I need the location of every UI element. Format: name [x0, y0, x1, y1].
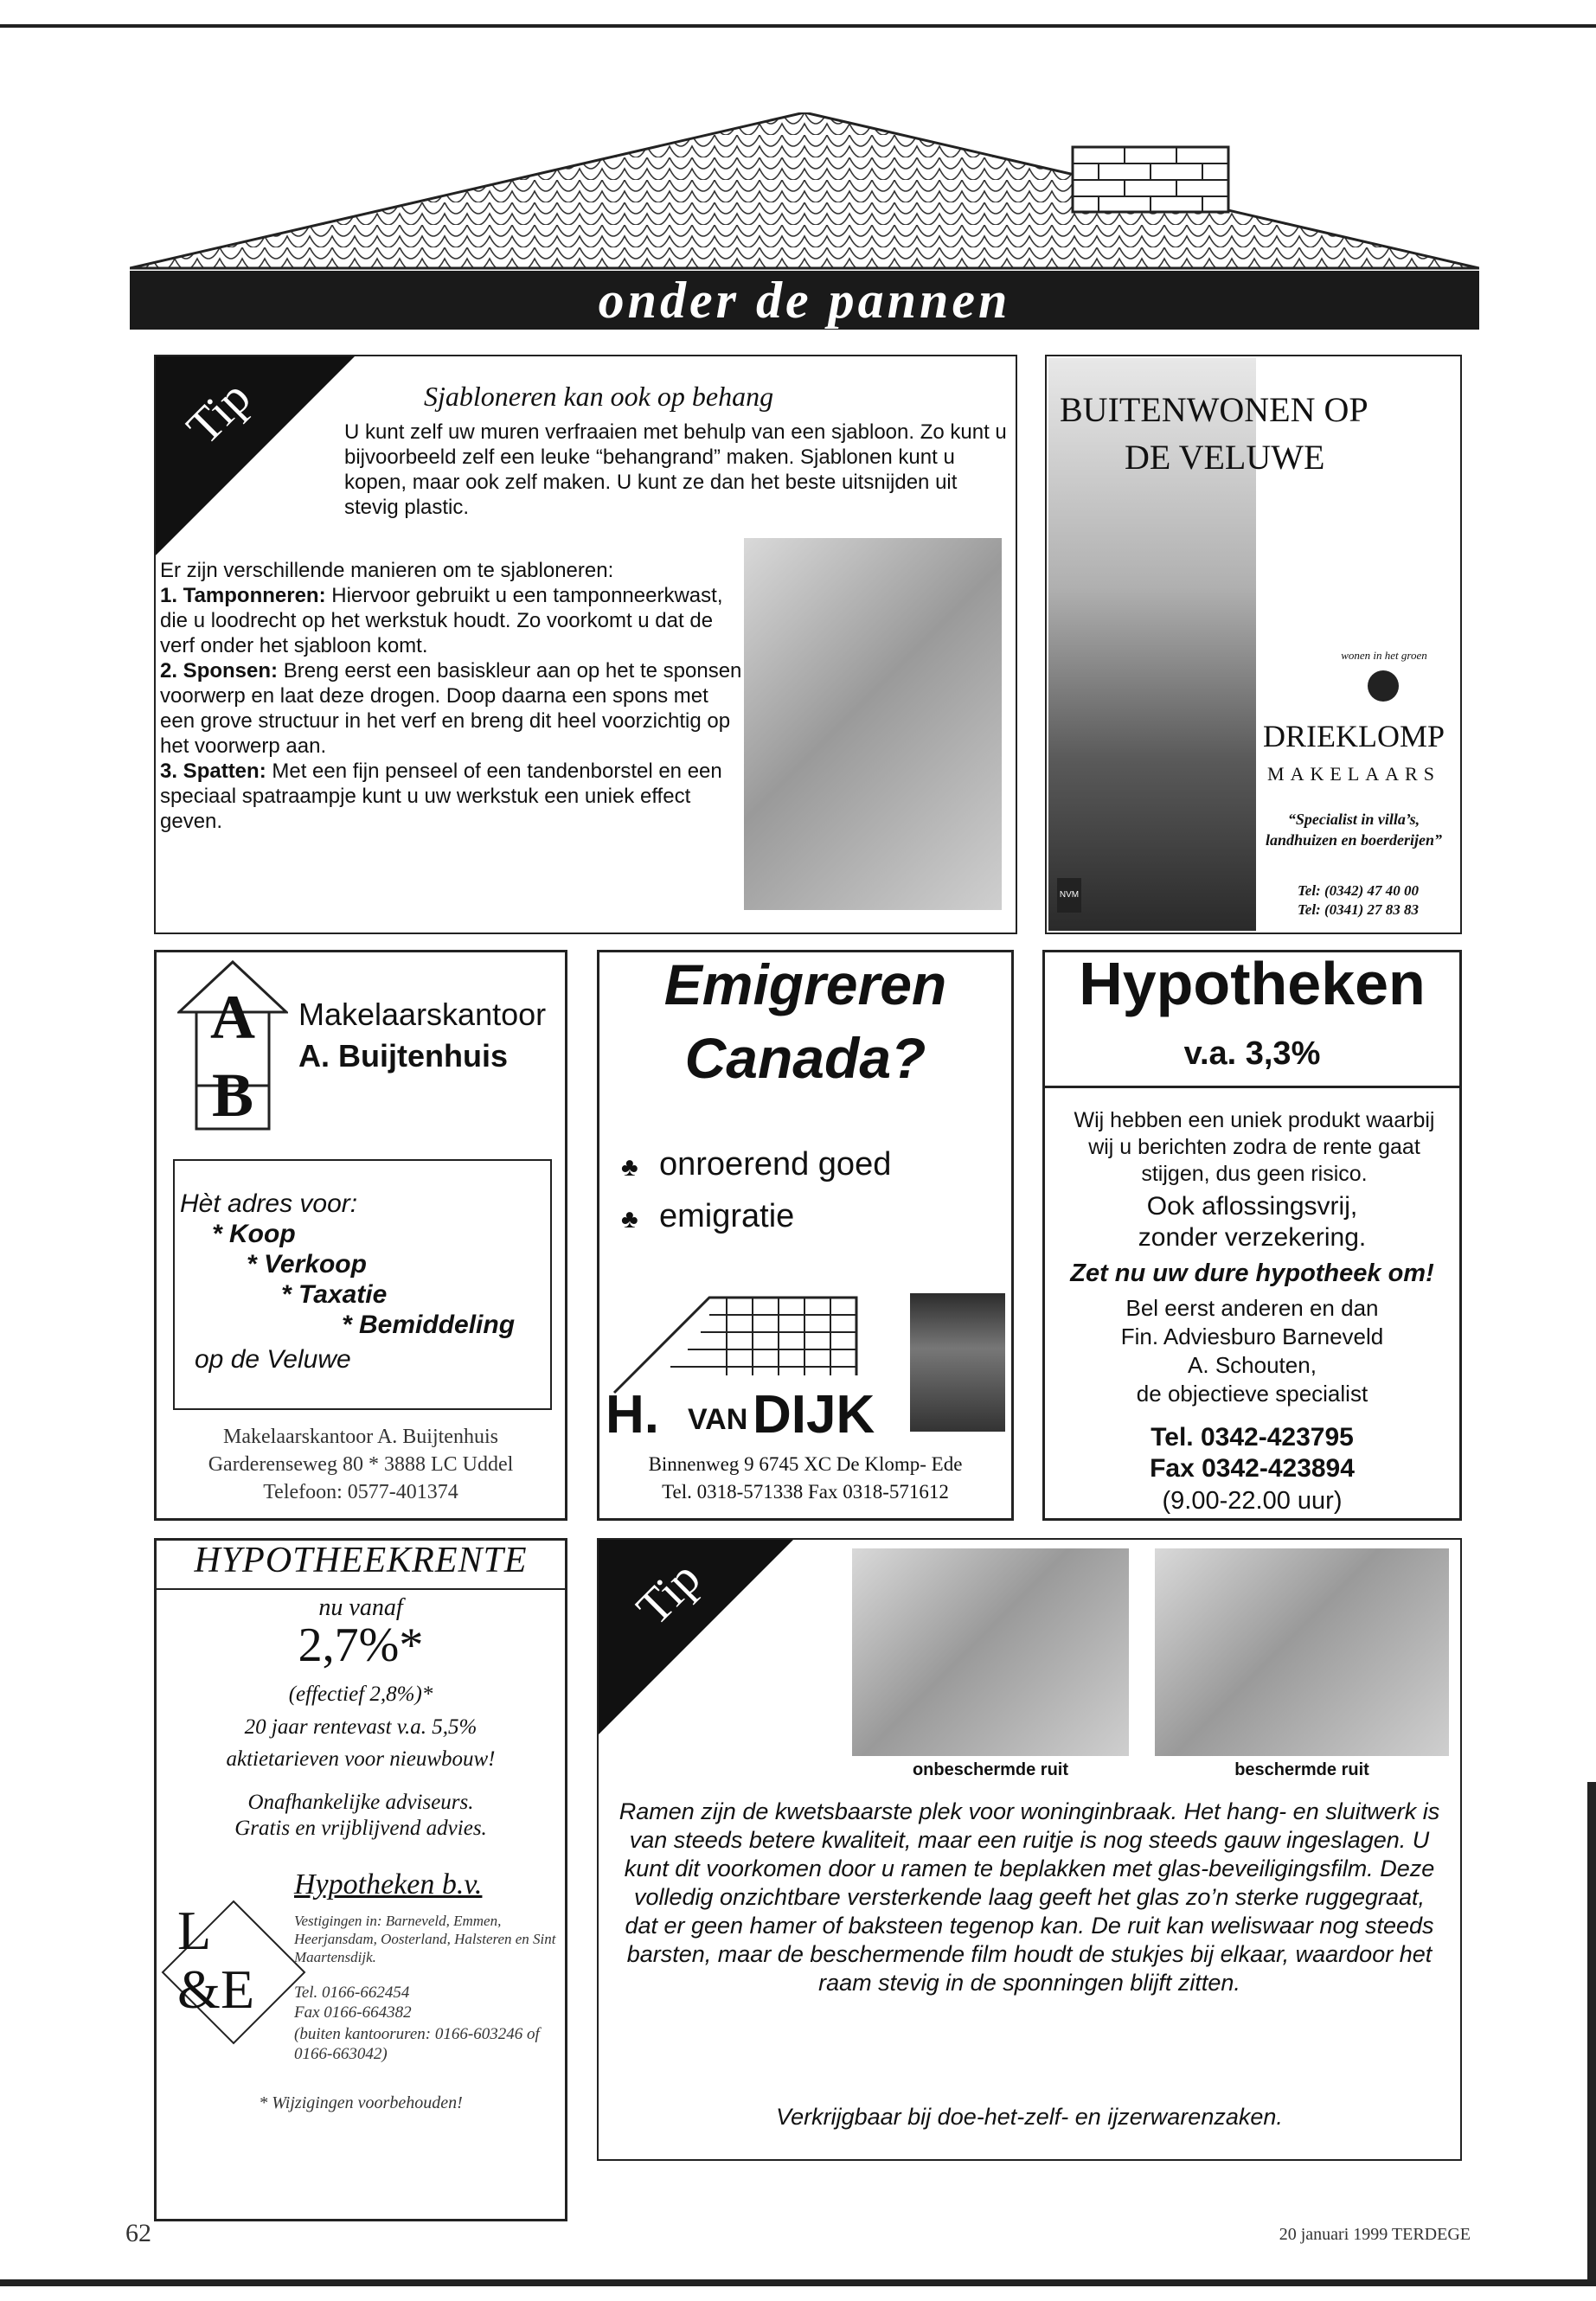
buijtenhuis-logo-b: B [211, 1061, 254, 1130]
tip-glass-availability: Verkrijgbaar bij doe-het-zelf- en ijzerwarenzaken. [776, 2104, 1283, 2130]
canada-title-1: Emigreren [663, 952, 947, 1016]
hypotheken-call-1: Bel eerst anderen en dan [1125, 1295, 1379, 1321]
issue-label: 20 januari 1999 TERDEGE [1279, 2225, 1471, 2244]
hypotheken-rate: v.a. 3,3% [1183, 1035, 1321, 1072]
rente-fixed: 20 jaar rentevast v.a. 5,5% [244, 1715, 478, 1739]
hypotheken-divider [1044, 1086, 1460, 1088]
tip-glass-body: Ramen zijn de kwetsbaarste plek voor woninginbraak. Het hang- en sluitwerk is van steeds betere kwaliteit, maar een ruitje is nog steeds gauw ingeslagen. U kunt dit voorkomen door u ramen te beplakken met glas-beveiligingsfilm. Deze volledig onzichtbare versterkende laag geeft het glas zo’n sterke ruggegraat, dat er geen hamer of baksteen tegenop kan. De ruit kan weliswaar nog steeds barsten, maar de beschermende film houdt de stukjes bij elkaar, waardoor het raam stevig in de sponningen blijft zitten. [619, 1798, 1440, 1996]
buijtenhuis-footer-2: Garderenseweg 80 * 3888 LC Uddel [208, 1453, 514, 1476]
page-number: 62 [125, 2219, 151, 2247]
drieklomp-sub: MAKELAARS [1267, 763, 1440, 785]
hypotheken-line-2: zonder verzekering. [1138, 1223, 1367, 1252]
drieklomp-leaf-icon [1368, 670, 1399, 702]
drieklomp-tel2: Tel: (0341) 27 83 83 [1297, 901, 1420, 918]
le-disclaimer: * Wijzigingen voorbehouden! [259, 2093, 463, 2112]
le-fax: Fax 0166-664382 [294, 2003, 412, 2022]
drieklomp-tel1: Tel: (0342) 47 40 00 [1297, 882, 1420, 899]
protected-glass-photo [1155, 1548, 1449, 1756]
drieklomp-slogan: “Specialist in villa’s, landhuizen en boerderijen” [1265, 811, 1443, 849]
rente-advisors-2: Gratis en vrijblijvend advies. [234, 1817, 487, 1840]
roof-grid-icon [606, 1293, 865, 1397]
canada-address-2: Tel. 0318-571338 Fax 0318-571612 [662, 1481, 949, 1503]
le-tel: Tel. 0166-662454 [294, 1984, 410, 2002]
canada-address-1: Binnenweg 9 6745 XC De Klomp- Ede [648, 1453, 963, 1475]
maple-leaf-icon: ♣ [621, 1153, 638, 1182]
buijtenhuis-logo-a: A [210, 983, 255, 1052]
buijtenhuis-name-1: Makelaarskantoor [298, 997, 547, 1032]
rente-title: HYPOTHEEKRENTE [194, 1541, 528, 1580]
hypotheken-line-1: Ook aflossingsvrij, [1146, 1192, 1358, 1221]
le-after-hours: (buiten kantooruren: 0166-603246 of 0166-663042) [294, 2025, 540, 2063]
hypotheken-fax: Fax 0342-423894 [1150, 1454, 1355, 1483]
hypotheken-hours: (9.00-22.00 uur) [1162, 1487, 1343, 1515]
tip-stencil-methods [160, 558, 748, 834]
hypotheken-call-2: Fin. Adviesburo Barneveld [1120, 1324, 1384, 1349]
brand-h: H. [606, 1385, 659, 1445]
rente-rate: 2,7%* [298, 1618, 424, 1672]
drieklomp-headline-1: BUITENWONEN OP [1060, 390, 1368, 429]
hypotheken-tel: Tel. 0342-423795 [1151, 1423, 1354, 1452]
canada-bullet: onroerend goed [659, 1146, 892, 1183]
hypotheken-cta: Zet nu uw dure hypotheek om! [1070, 1259, 1434, 1287]
service-item: * Taxatie [281, 1280, 388, 1309]
rente-title-rule [156, 1588, 566, 1590]
tip-glass-corner [599, 1540, 793, 1734]
buijtenhuis-box-title: Hèt adres voor: [180, 1189, 358, 1218]
tip-stencil-title: Sjabloneren kan ook op behang [424, 381, 774, 412]
hypotheken-body: Wij hebben een uniek produkt waarbij wij u berichten zodra de rente gaat stijgen, dus geen risico. [1074, 1108, 1435, 1186]
brand-dijk: DIJK [753, 1385, 875, 1445]
buijtenhuis-footer-3: Telefoon: 0577-401374 [263, 1481, 458, 1503]
hypotheken-call-4: de objectieve specialist [1136, 1381, 1368, 1407]
le-logo-amp: & [177, 1958, 221, 2020]
portrait-photo [910, 1293, 1005, 1432]
caption-unprotected: onbeschermde ruit [912, 1760, 1069, 1779]
le-brand: Hypotheken b.v. [294, 1868, 483, 1900]
method-item: 3. Spatten: Met een fijn penseel of een tandenborstel en een speciaal spatraampje kunt u uw werkstuk een uniek effect geven. [160, 760, 722, 833]
le-branches: Vestigingen in: Barneveld, Emmen, Heerjansdam, Oosterland, Halsteren en Sint Maartensdijk. [294, 1913, 556, 1965]
rente-from: nu vanaf [318, 1594, 403, 1621]
rente-effective: (effectief 2,8%)* [288, 1682, 433, 1706]
service-item: * Verkoop [247, 1250, 367, 1279]
caption-protected: beschermde ruit [1234, 1760, 1369, 1779]
tip-stencil-corner [156, 356, 355, 555]
methods-intro: Er zijn verschillende manieren om te sjabloneren: [160, 559, 614, 582]
unprotected-glass-photo [852, 1548, 1129, 1756]
drieklomp-logo-small: wonen in het groen [1341, 649, 1427, 662]
section-banner-text: onder de pannen [598, 272, 1011, 329]
page-bottom-rule [0, 2279, 1596, 2286]
stencil-photo [744, 538, 1002, 910]
method-item: 1. Tamponneren: Hiervoor gebruikt u een tamponneerkwast, die u loodrecht op het werkstuk houdt. Zo voorkomt u dat de verf onder het sjabloon komt. [160, 584, 723, 657]
page-top-rule [0, 24, 1596, 28]
nvm-logo: NVM [1057, 878, 1081, 913]
buijtenhuis-region: op de Veluwe [195, 1345, 351, 1374]
service-item: * Koop [212, 1220, 296, 1248]
le-logo-e: E [221, 1958, 255, 2020]
hypotheken-call-3: A. Schouten, [1188, 1352, 1317, 1378]
service-item: * Bemiddeling [342, 1311, 516, 1339]
drieklomp-name: DRIEKLOMP [1262, 719, 1445, 753]
brand-van: VAN [688, 1403, 748, 1436]
canada-title-2: Canada? [684, 1026, 926, 1090]
method-item: 2. Sponsen: Breng eerst een basiskleur aan op het te sponsen voorwerp en laat deze drogen. Doop daarna een spons met een grove structuur in het verf en breng dit heel voorzichtig op het voorwerp aan. [160, 659, 742, 758]
buijtenhuis-footer-1: Makelaarskantoor A. Buijtenhuis [223, 1426, 498, 1448]
tip-stencil-intro: U kunt zelf uw muren verfraaien met behulp van een sjabloon. Zo kunt u bijvoorbeeld zelf een leuke “behangrand” maken. Sjablonen kunt u kopen, maar ook zelf maken. U kunt ze dan het beste uitsnijden uit stevig plastic. [344, 420, 1007, 519]
page-right-rule [1587, 1782, 1596, 2284]
rente-advisors-1: Onafhankelijke adviseurs. [247, 1791, 474, 1814]
rente-promo: aktietarieven voor nieuwbouw! [226, 1747, 496, 1771]
drieklomp-headline-2: DE VELUWE [1125, 438, 1325, 477]
maple-leaf-icon: ♣ [621, 1205, 638, 1234]
le-logo-l: L [177, 1900, 212, 1961]
buijtenhuis-name-2: A. Buijtenhuis [298, 1038, 508, 1074]
tip-glass-badge: Tip [626, 1551, 711, 1636]
canada-bullet: emigratie [659, 1198, 795, 1234]
hypotheken-title: Hypotheken [1079, 950, 1426, 1017]
tip-stencil-badge: Tip [176, 370, 261, 455]
